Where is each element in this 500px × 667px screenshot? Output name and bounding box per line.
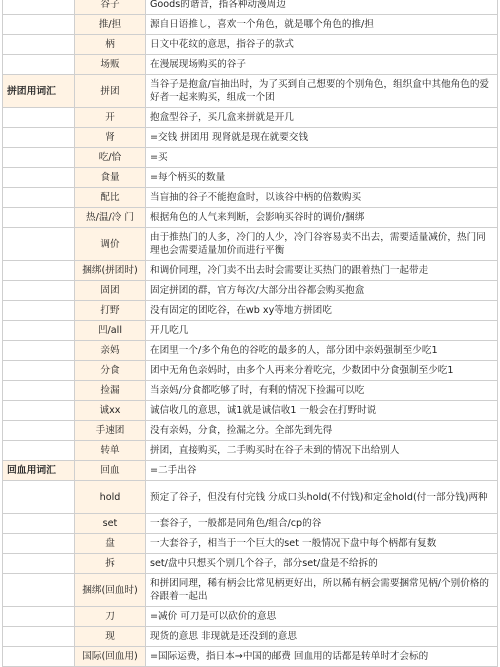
table-row (3, 461, 498, 481)
table-row (3, 281, 498, 301)
table-row (3, 361, 498, 381)
definition-cell: 在漫展现场购买的谷子 (146, 55, 498, 75)
definition-cell: 源自日语推し，喜欢一个角色，就是哪个角色的推/担 (146, 15, 498, 35)
definition-cell: =每个柄买的数量 (146, 168, 498, 188)
definition-cell: =减价 可刀是可以砍价的意思 (146, 607, 498, 627)
category-cell (3, 514, 75, 534)
term-cell: 拼团 (75, 75, 146, 108)
category-label: 拼团用词汇 (3, 75, 75, 108)
table-row (3, 108, 498, 128)
table-row (3, 148, 498, 168)
definition-cell: set/盘中只想买个别几个谷子，部分set/盘是不给拆的 (146, 554, 498, 574)
category-cell (3, 108, 75, 128)
category-cell (3, 188, 75, 208)
term-cell: 肾 (75, 128, 146, 148)
category-cell (3, 534, 75, 554)
category-cell (3, 554, 75, 574)
category-cell (3, 128, 75, 148)
term-cell: hold (75, 481, 146, 514)
term-cell: 国际(回血用) (75, 647, 146, 667)
term-cell: 配比 (75, 188, 146, 208)
table-row (3, 128, 498, 148)
term-cell: 手速团 (75, 421, 146, 441)
definition-cell: 一套谷子，一般都是同角色/组合/cp的谷 (146, 514, 498, 534)
term-cell: 柄 (75, 35, 146, 55)
definition-cell: =买 (146, 148, 498, 168)
definition-cell: 当盲抽的谷子不能抱盒时，以该谷中柄的倍数购买 (146, 188, 498, 208)
table-row (3, 441, 498, 461)
definition-cell: 当谷子是抱盒/盲抽出时，为了买到自己想要的个别角色，组织盒中其他角色的爱好者一起来购买，组成一个团 (146, 75, 498, 108)
table-row (3, 574, 498, 607)
category-cell (3, 301, 75, 321)
category-cell (3, 441, 75, 461)
term-cell: 拆 (75, 554, 146, 574)
term-cell: 食量 (75, 168, 146, 188)
category-cell (3, 281, 75, 301)
category-cell (3, 148, 75, 168)
definition-cell: 固定拼团的群，官方每次/大部分出谷都会购买抱盒 (146, 281, 498, 301)
table-row (3, 321, 498, 341)
term-cell: 推/担 (75, 15, 146, 35)
definition-cell: 日文中花纹的意思，指谷子的款式 (146, 35, 498, 55)
category-cell (3, 0, 75, 15)
glossary-body (3, 0, 498, 667)
table-row (3, 627, 498, 647)
table-row (3, 15, 498, 35)
term-cell: 调价 (75, 228, 146, 261)
table-row (3, 341, 498, 361)
definition-cell: 诚信收几的意思，诚1就是诚信收1 一般会在打野时说 (146, 401, 498, 421)
table-row (3, 381, 498, 401)
category-cell (3, 381, 75, 401)
table-row (3, 534, 498, 554)
definition-cell: 拼团，直接购买，二手购买时在谷子未到的情况下出给别人 (146, 441, 498, 461)
table-row (3, 55, 498, 75)
term-cell: 场贩 (75, 55, 146, 75)
category-cell (3, 421, 75, 441)
definition-cell: 当亲妈/分食都吃够了时，有剩的情况下捡漏可以吃 (146, 381, 498, 401)
definition-cell: =交钱 拼团用 现肾就是现在就要交钱 (146, 128, 498, 148)
table-row (3, 401, 498, 421)
term-cell: 捆绑(回血时) (75, 574, 146, 607)
term-cell: 打野 (75, 301, 146, 321)
definition-cell: 和调价同理，冷门卖不出去时会需要让买热门的跟着热门一起带走 (146, 261, 498, 281)
table-row (3, 607, 498, 627)
table-row (3, 0, 498, 15)
category-cell (3, 321, 75, 341)
term-cell: 捡漏 (75, 381, 146, 401)
table-row (3, 188, 498, 208)
definition-cell: 根据角色的人气来判断，会影响买谷时的调价/捆绑 (146, 208, 498, 228)
term-cell: 回血 (75, 461, 146, 481)
term-cell: 固团 (75, 281, 146, 301)
category-cell (3, 228, 75, 261)
term-cell: 亲妈 (75, 341, 146, 361)
definition-cell: =二手出谷 (146, 461, 498, 481)
table-row (3, 481, 498, 514)
category-cell (3, 208, 75, 228)
term-cell: 开 (75, 108, 146, 128)
definition-cell: 现货的意思 非现就是还没到的意思 (146, 627, 498, 647)
category-cell (3, 168, 75, 188)
definition-cell: 团中无角色亲妈时，由多个人再来分着吃完，少数团中分食强制至少吃1 (146, 361, 498, 381)
table-row (3, 421, 498, 441)
term-cell: 热/温/冷 门 (75, 208, 146, 228)
category-cell (3, 261, 75, 281)
category-cell (3, 55, 75, 75)
definition-cell: 在团里一个/多个角色的谷吃的最多的人，部分团中亲妈强制至少吃1 (146, 341, 498, 361)
table-row (3, 554, 498, 574)
definition-cell: 没有固定的团吃谷，在wb xy等地方拼团吃 (146, 301, 498, 321)
table-row (3, 208, 498, 228)
glossary-table (2, 0, 498, 667)
category-cell (3, 574, 75, 607)
table-row (3, 514, 498, 534)
definition-cell: 预定了谷子，但没有付完钱 分成口头hold(不付钱)和定金hold(付一部分钱)两种 (146, 481, 498, 514)
table-row (3, 647, 498, 667)
category-cell (3, 401, 75, 421)
definition-cell: 和拼团同理，稀有柄会比常见柄更好出，所以稀有柄会需要捆常见柄/个别价格的谷跟着一起出 (146, 574, 498, 607)
term-cell: 吃/恰 (75, 148, 146, 168)
category-cell (3, 607, 75, 627)
definition-cell: 没有亲妈，分食，捡漏之分。全部先到先得 (146, 421, 498, 441)
category-cell (3, 647, 75, 667)
definition-cell: 一大套谷子，相当于一个巨大的set 一般情况下盘中每个柄都有复数 (146, 534, 498, 554)
term-cell: set (75, 514, 146, 534)
definition-cell: =国际运费，指日本→中国的邮费 回血用的话都是转单时才会标的 (146, 647, 498, 667)
table-row (3, 75, 498, 108)
term-cell: 刀 (75, 607, 146, 627)
term-cell: 转单 (75, 441, 146, 461)
term-cell: 现 (75, 627, 146, 647)
category-cell (3, 627, 75, 647)
table-row (3, 168, 498, 188)
term-cell: 盘 (75, 534, 146, 554)
term-cell: 诚xx (75, 401, 146, 421)
table-row (3, 301, 498, 321)
category-cell (3, 35, 75, 55)
definition-cell: 由于推热门的人多，冷门的人少，冷门谷容易卖不出去，需要适量减价，热门同理也会需要适量加价而进行平衡 (146, 228, 498, 261)
table-row (3, 261, 498, 281)
table-row (3, 228, 498, 261)
table-row (3, 35, 498, 55)
category-cell (3, 15, 75, 35)
category-cell (3, 341, 75, 361)
definition-cell: Goods的谐音，指各种动漫周边 (146, 0, 498, 15)
term-cell: 捆绑(拼团时) (75, 261, 146, 281)
definition-cell: 开几吃几 (146, 321, 498, 341)
term-cell: 凹/all (75, 321, 146, 341)
definition-cell: 抱盒型谷子，买几盒来拼就是开几 (146, 108, 498, 128)
category-label: 回血用词汇 (3, 461, 75, 481)
term-cell: 谷子 (75, 0, 146, 15)
category-cell (3, 481, 75, 514)
category-cell (3, 361, 75, 381)
term-cell: 分食 (75, 361, 146, 381)
